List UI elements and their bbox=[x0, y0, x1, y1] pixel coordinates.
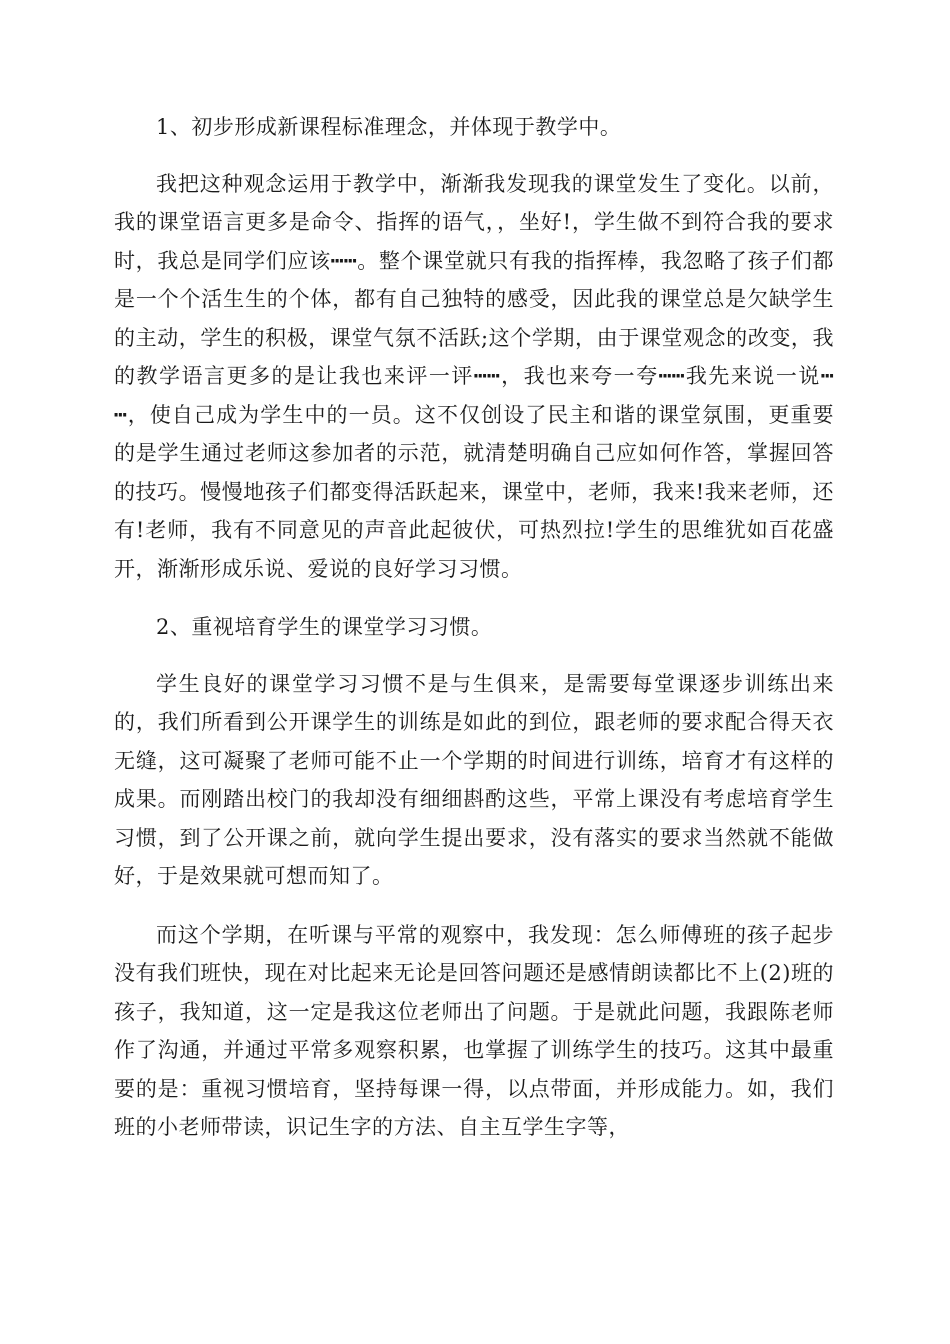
section-heading-2: 2、重视培育学生的课堂学习习惯。 bbox=[156, 615, 493, 639]
body-paragraph-3: 而这个学期，在听课与平常的观察中，我发现：怎么师傅班的孩子起步没有我们班快，现在对比起来无论是回答问题还是感情朗读都比不上(2)班的孩子，我知道，这一定是我这位老师出了问题。于是就此问题，我跟陈老师作了沟通，并通过平常多观察积累，也掌握了训练学生的技巧。这其中最重要的是：重视习惯培育，坚持每课一得，以点带面，并形成能力。如，我们班的小老师带读，识记生字的方法、自主互学生字等， bbox=[114, 922, 834, 1139]
body-paragraph-2: 学生良好的课堂学习习惯不是与生俱来，是需要每堂课逐步训练出来的，我们所看到公开课学生的训练是如此的到位，跟老师的要求配合得天衣无缝，这可凝聚了老师可能不止一个学期的时间进行训练，培育才有这样的成果。而刚踏出校门的我却没有细细斟酌这些，平常上课没有考虑培育学生习惯，到了公开课之前，就向学生提出要求，没有落实的要求当然就不能做好，于是效果就可想而知了。 bbox=[114, 671, 834, 888]
section-heading-1: 1、初步形成新课程标准理念，并体现于教学中。 bbox=[156, 115, 622, 139]
document-page bbox=[114, 108, 834, 1167]
body-paragraph-1: 我把这种观念运用于教学中，渐渐我发现我的课堂发生了变化。以前，我的课堂语言更多是命令、指挥的语气，，坐好!，学生做不到符合我的要求时，我总是同学们应该┅┅。整个课堂就只有我的指挥棒，我忽略了孩子们都是一个个活生生的个体，都有自己独特的感受，因此我的课堂总是欠缺学生的主动，学生的积极，课堂气氛不活跃;这个学期，由于课堂观念的改变，我的教学语言更多的是让我也来评一评┅┅，我也来夸一夸┅┅我先来说一说┅┅，使自己成为学生中的一员。这不仅创设了民主和谐的课堂氛围，更重要的是学生通过老师这参加者的示范，就清楚明确自己应如何作答，掌握回答的技巧。慢慢地孩子们都变得活跃起来，课堂中，老师，我来!我来老师，还有!老师，我有不同意见的声音此起彼伏，可热烈拉!学生的思维犹如百花盛开，渐渐形成乐说、爱说的良好学习习惯。 bbox=[114, 171, 834, 581]
